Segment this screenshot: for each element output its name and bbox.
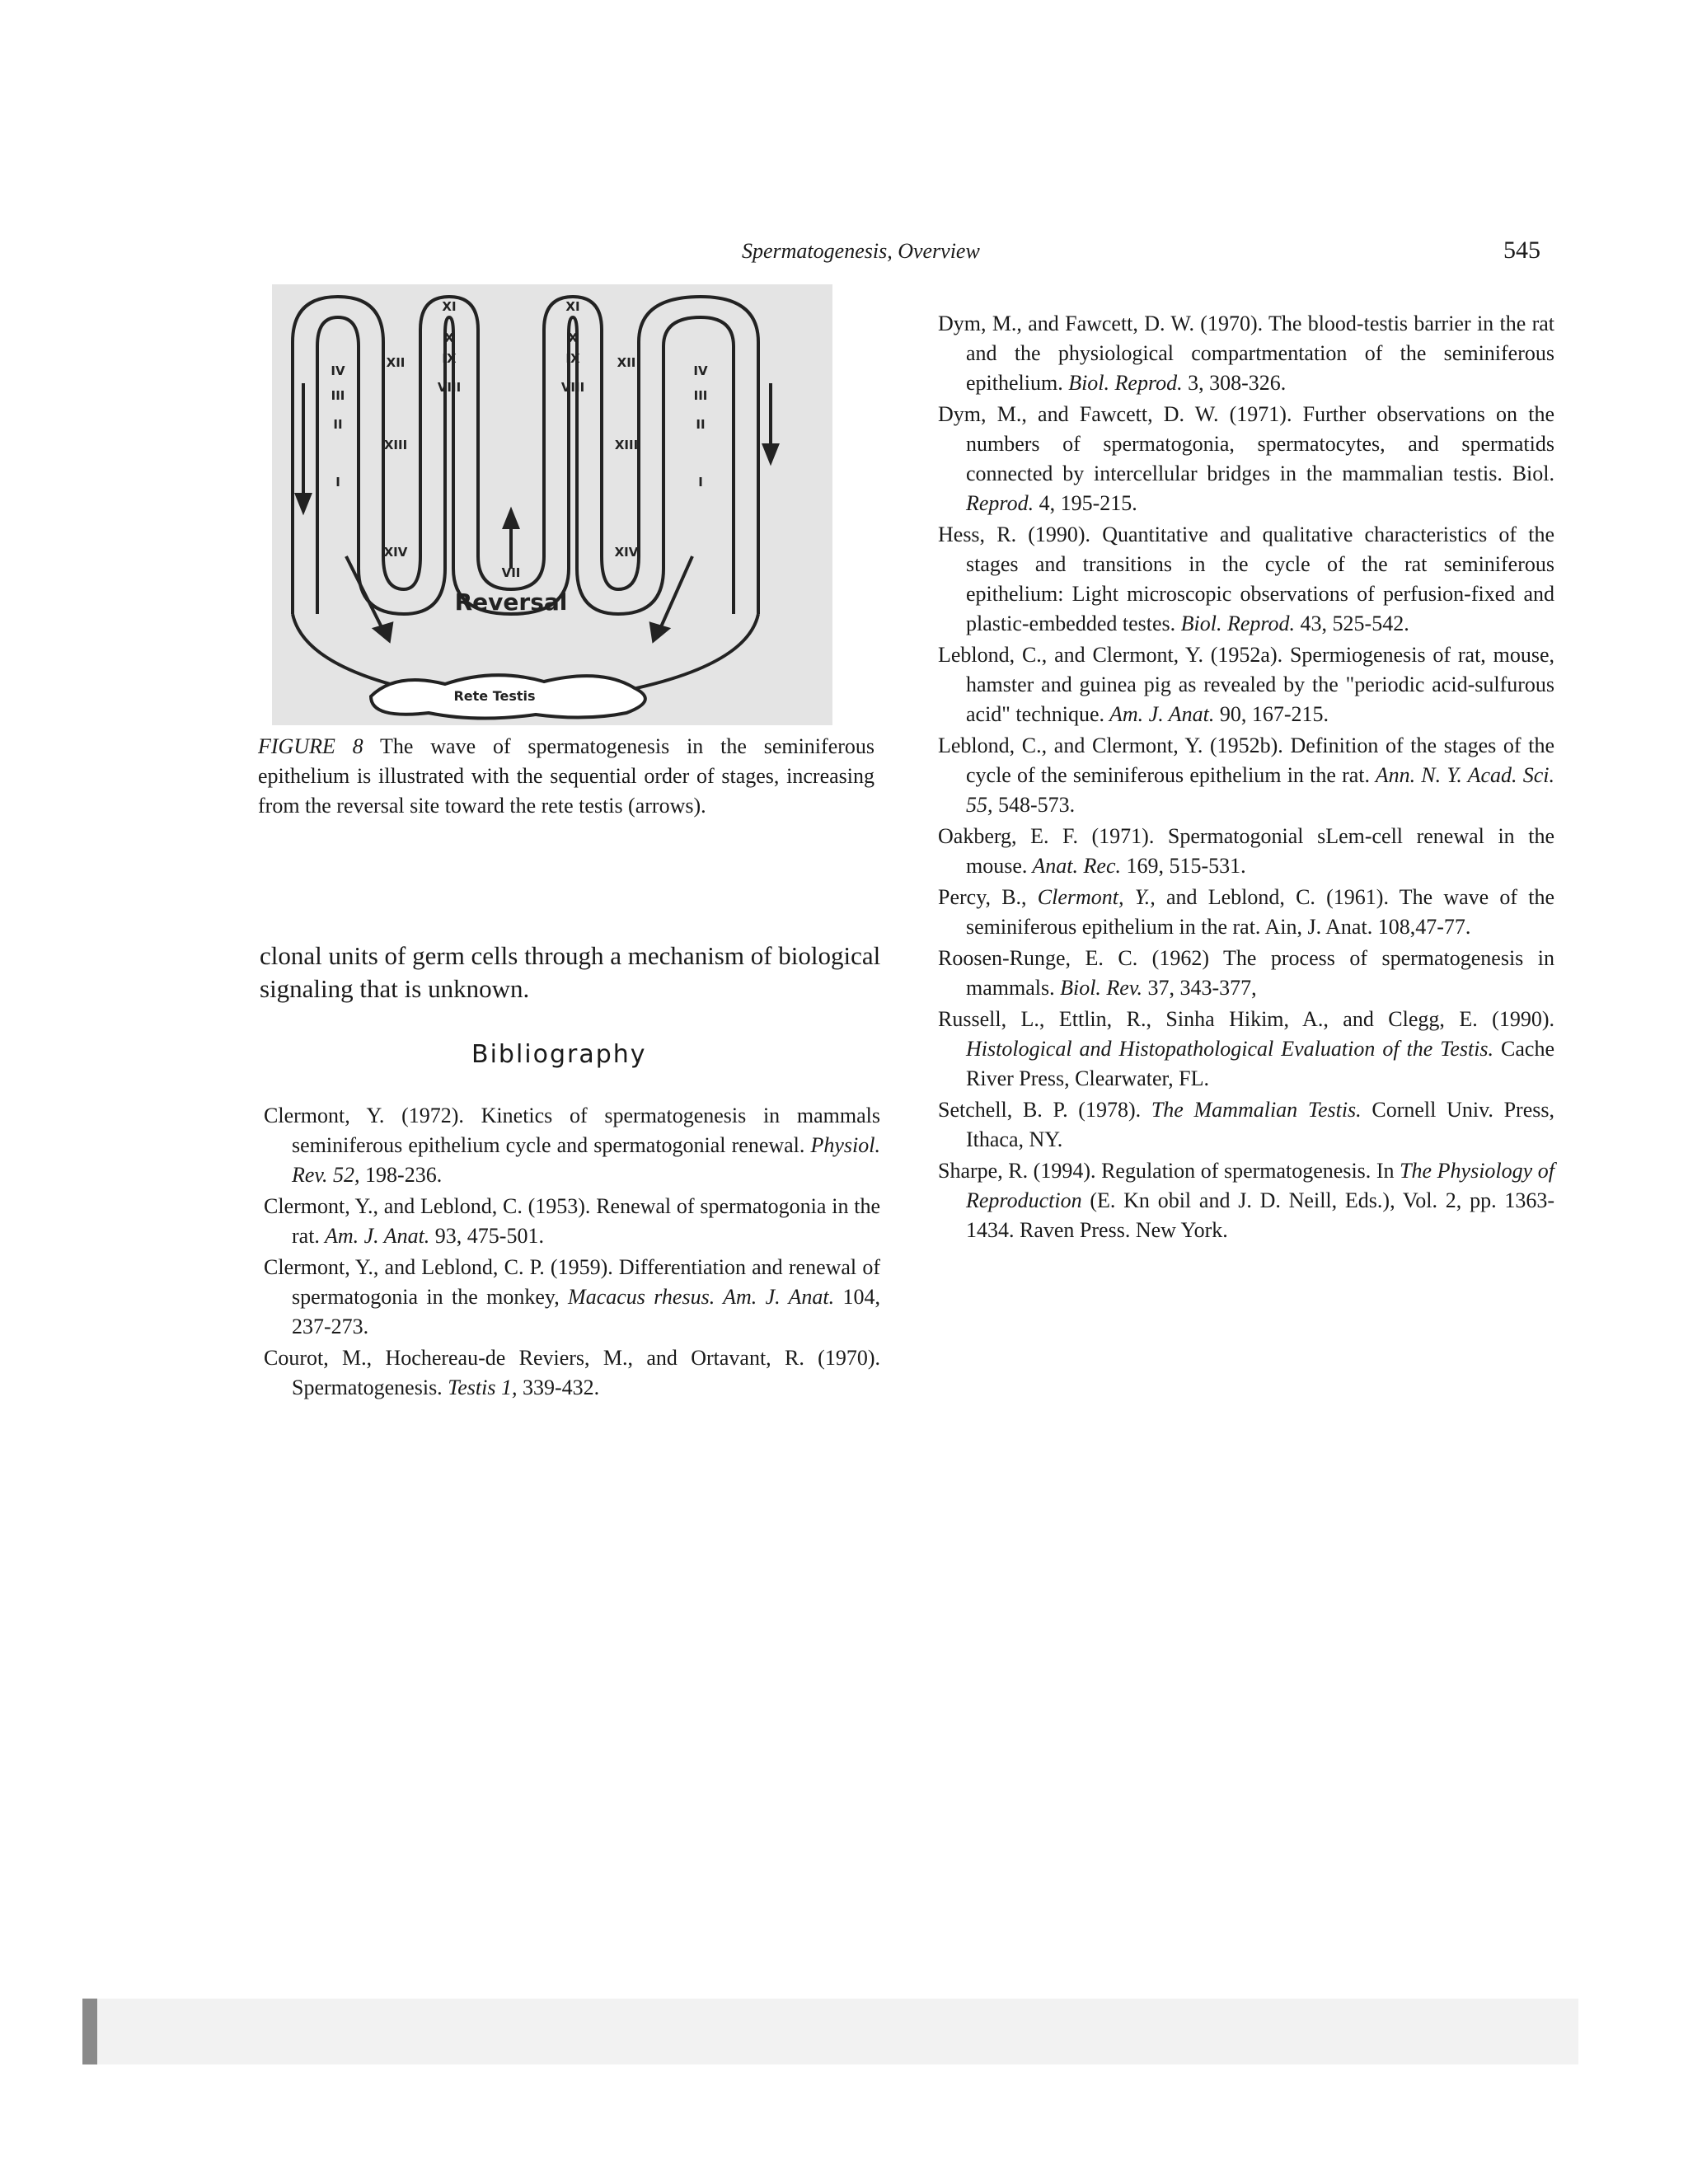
stage-label: XIII [614,438,639,452]
figure-8-diagram [272,284,832,725]
stage-label: IV [693,363,708,378]
rete-testis-label: Rete Testis [453,688,536,704]
reference-entry: Hess, R. (1990). Quantitative and qualitative characteristics of the stages and transitions in the cycle of the rat seminiferous epithelium: Light microscopic observations of perfusion-fixed and plastic-embedded testes. Biol. Reprod. 43, 525-542. [938,523,1554,635]
stage-label: XIV [383,545,408,560]
stage-label: VII [501,565,521,580]
stage-label: III [331,388,345,403]
body-paragraph: clonal units of germ cells through a mechanism of biological signaling that is unknown. [260,941,881,1003]
stage-label: IV [331,363,345,378]
stage-label: IX [565,351,580,366]
caption-text: The wave of spermatogenesis in the seminiferous epithelium is illustrated with the sequential order of stages, increasing from the reversal site toward the rete testis (arrows). [258,734,875,818]
reference-entry: Leblond, C., and Clermont, Y. (1952b). Definition of the stages of the cycle of the seminiferous epithelium in the rat. Ann. N. Y. Acad. Sci. 55, 548-573. [938,733,1554,817]
figure-caption [258,732,874,821]
reference-entry: Courot, M., Hochereau-de Reviers, M., and Ortavant, R. (1970). Spermatogenesis. Testis 1, 339-432. [264,1346,880,1399]
reference-entry: Dym, M., and Fawcett, D. W. (1970). The blood-testis barrier in the rat and the physiological compartmentation of the seminiferous epithelium. Biol. Reprod. 3, 308-326. [938,312,1554,395]
reference-entry: Clermont, Y., and Leblond, C. P. (1959). Differentiation and renewal of spermatogonia in the monkey, Macacus rhesus. Am. J. Anat. 104, 237-273. [264,1255,880,1338]
stage-label: XII [386,355,406,370]
reference-entry: Dym, M., and Fawcett, D. W. (1971). Further observations on the numbers of spermatogonia, spermatocytes, and spermatids connected by intercellular bridges in the mammalian testis. Biol. Reprod. 4, 195-215. [938,402,1554,515]
page-number: 545 [1503,237,1540,264]
reference-entry: Roosen-Runge, E. C. (1962) The process of spermatogenesis in mammals. Biol. Rev. 37, 343-377, [938,946,1554,1000]
reference-entry: Oakberg, E. F. (1971). Spermatogonial sLem-cell renewal in the mouse. Anat. Rec. 169, 515-531. [938,824,1554,878]
tubule-inner [317,317,734,614]
bibliography-heading: Bibliography [471,1040,647,1069]
reference-entry: Leblond, C., and Clermont, Y. (1952a). Spermiogenesis of rat, mouse, hamster and guinea pig as revealed by the "periodic acid-sulfurous acid" technique. Am. J. Anat. 90, 167-215. [938,643,1554,726]
reference-entry: Percy, B., Clermont, Y., and Leblond, C. (1961). The wave of the seminiferous epithelium in the rat. Ain, J. Anat. 108,47-77. [938,885,1555,939]
stage-label: VIII [560,380,585,395]
stage-label: XI [565,299,580,314]
reference-entry: Clermont, Y., and Leblond, C. (1953). Renewal of spermatogonia in the rat. Am. J. Anat. 93, 475-501. [264,1194,880,1248]
stage-label: X [568,330,578,345]
reference-entry: Setchell, B. P. (1978). The Mammalian Testis. Cornell Univ. Press, Ithaca, NY. [938,1098,1554,1151]
stage-label: XI [442,299,457,314]
stage-label: II [333,417,343,432]
reference-entry: Clermont, Y. (1972). Kinetics of spermatogenesis in mammals seminiferous epithelium cycle and spermatogonial renewal. Physiol. Rev. 52, 198-236. [264,1104,880,1187]
stage-label: II [696,417,706,432]
stage-label: III [693,388,708,403]
stage-label: VIII [437,380,462,395]
stage-label: XIV [614,545,639,560]
scan-artifact-edge [82,1999,97,2064]
stage-label: IX [442,351,457,366]
stage-label: XII [617,355,636,370]
reference-entry: Russell, L., Ettlin, R., Sinha Hikim, A., and Clegg, E. (1990). Histological and Histopathological Evaluation of the Testis. Cache River Press, Clearwater, FL. [938,1007,1554,1090]
reference-list-right [938,309,1554,1247]
caption-label: FIGURE 8 [258,734,363,758]
stage-label: I [698,475,703,490]
reference-entry: Sharpe, R. (1994). Regulation of spermatogenesis. In The Physiology of Reproduction (E. Kn obil and J. D. Neill, Eds.), Vol. 2, pp. 1363-1434. Raven Press. New York. [938,1159,1554,1242]
reference-list-left [264,1101,880,1404]
stage-label: I [335,475,340,490]
running-title: Spermatogenesis, Overview [742,239,980,263]
stage-label: XIII [383,438,408,452]
scan-artifact-bar [82,1999,1578,2064]
reversal-label: Reversal [454,588,568,616]
stage-label: X [444,330,454,345]
